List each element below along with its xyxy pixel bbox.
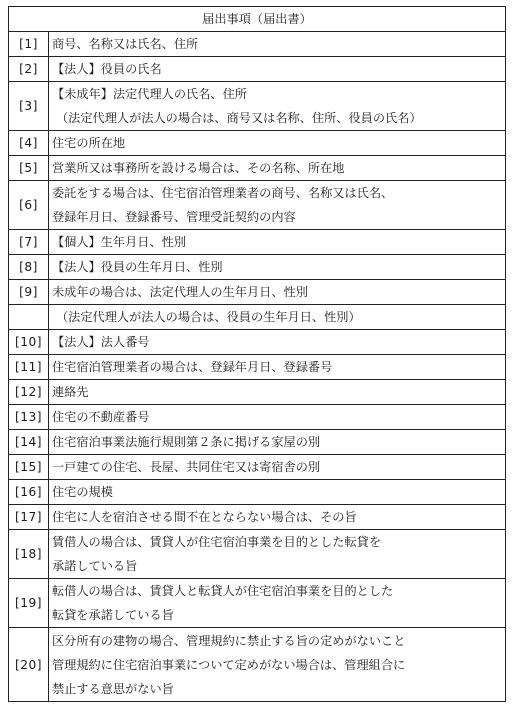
row-number: [3] — [9, 82, 49, 131]
row-line: 転貸を承諾している旨 — [52, 608, 174, 622]
table-row — [9, 156, 506, 181]
row-text — [49, 505, 506, 530]
table-header-row — [9, 7, 506, 32]
row-line: 承諾している旨 — [52, 559, 138, 573]
table-row — [9, 131, 506, 156]
table-row — [9, 355, 506, 380]
table-row — [9, 280, 506, 305]
row-text — [49, 455, 506, 480]
table-row — [9, 181, 506, 230]
table-row — [9, 255, 506, 280]
row-line: （法定代理人が法人の場合は、商号又は名称、住所、役員の氏名） — [56, 111, 422, 125]
row-line: 委託をする場合は、住宅宿泊管理業者の商号、名称又は氏名、 — [52, 186, 394, 200]
row-line: 【法人】役員の生年月日、性別 — [52, 260, 223, 274]
row-text — [49, 530, 506, 579]
row-line: 【未成年】法定代理人の氏名、住所 — [52, 87, 247, 101]
row-line: 【法人】役員の氏名 — [52, 62, 162, 76]
row-number: [2] — [9, 57, 49, 82]
table-row — [9, 32, 506, 57]
row-line: 住宅宿泊事業法施行規則第２条に掲げる家屋の別 — [52, 435, 321, 449]
row-number: [20] — [9, 628, 49, 702]
row-text — [49, 480, 506, 505]
table-row — [9, 480, 506, 505]
table-row — [9, 380, 506, 405]
row-number — [9, 305, 49, 330]
row-text — [49, 32, 506, 57]
row-text — [49, 355, 506, 380]
table-row — [9, 82, 506, 131]
row-text — [49, 305, 506, 330]
row-number: [1] — [9, 32, 49, 57]
row-line: 住宅の規模 — [52, 485, 113, 499]
row-line: （法定代理人が法人の場合は、役員の生年月日、性別） — [56, 310, 361, 324]
table-row — [9, 330, 506, 355]
row-text — [49, 430, 506, 455]
row-text — [49, 579, 506, 628]
row-number: [8] — [9, 255, 49, 280]
row-text — [49, 280, 506, 305]
row-line: 【法人】法人番号 — [52, 335, 150, 349]
notification-items-table — [8, 6, 506, 702]
row-text — [49, 380, 506, 405]
row-line: 商号、名称又は氏名、住所 — [52, 37, 199, 51]
table-row — [9, 57, 506, 82]
row-number: [14] — [9, 430, 49, 455]
row-text — [49, 181, 506, 230]
row-line: 未成年の場合は、法定代理人の生年月日、性別 — [52, 285, 308, 299]
row-line: 賃借人の場合は、賃貸人が住宅宿泊事業を目的とした転貸を — [52, 535, 382, 549]
row-line: 管理規約に住宅宿泊事業について定めがない場合は、管理組合に — [52, 657, 406, 672]
row-text — [49, 156, 506, 181]
row-number: [10] — [9, 330, 49, 355]
row-number: [19] — [9, 579, 49, 628]
row-line: 連絡先 — [52, 385, 89, 399]
row-number: [13] — [9, 405, 49, 430]
table-row — [9, 579, 506, 628]
row-line: 【個人】生年月日、性別 — [52, 235, 187, 249]
row-line: 住宅宿泊管理業者の場合は、登録年月日、登録番号 — [52, 360, 333, 374]
row-text — [49, 82, 506, 131]
row-text — [49, 57, 506, 82]
row-number: [17] — [9, 505, 49, 530]
row-text — [49, 330, 506, 355]
table-row — [9, 230, 506, 255]
table-body — [9, 32, 506, 702]
row-number: [9] — [9, 280, 49, 305]
table-header: 届出事項（届出書） — [9, 7, 506, 32]
row-number: [15] — [9, 455, 49, 480]
row-number: [12] — [9, 380, 49, 405]
row-line: 住宅の所在地 — [52, 136, 126, 150]
row-number: [7] — [9, 230, 49, 255]
row-text — [49, 230, 506, 255]
row-number: [5] — [9, 156, 49, 181]
row-number: [6] — [9, 181, 49, 230]
table-row — [9, 405, 506, 430]
table-row — [9, 430, 506, 455]
table-row — [9, 305, 506, 330]
row-line: 禁止する意思がない旨 — [52, 681, 174, 696]
row-number: [4] — [9, 131, 49, 156]
row-text — [49, 628, 506, 702]
row-line: 登録年月日、登録番号、管理受託契約の内容 — [52, 210, 296, 224]
row-line: 営業所又は事務所を設ける場合は、その名称、所在地 — [52, 161, 345, 175]
row-text — [49, 405, 506, 430]
row-text — [49, 131, 506, 156]
row-number: [18] — [9, 530, 49, 579]
table-row — [9, 530, 506, 579]
row-number: [11] — [9, 355, 49, 380]
row-line: 住宅の不動産番号 — [52, 410, 150, 424]
row-line: 一戸建ての住宅、長屋、共同住宅又は寄宿舎の別 — [52, 460, 321, 474]
table-row — [9, 628, 506, 702]
row-line: 転借人の場合は、賃貸人と転貸人が住宅宿泊事業を目的とした — [52, 584, 394, 598]
row-line: 住宅に人を宿泊させる間不在とならない場合は、その旨 — [52, 510, 357, 524]
table-row — [9, 505, 506, 530]
row-text — [49, 255, 506, 280]
row-line: 区分所有の建物の場合、管理規約に禁止する旨の定めがないこと — [52, 633, 406, 648]
notification-items-sheet — [8, 6, 505, 702]
table-row — [9, 455, 506, 480]
row-number: [16] — [9, 480, 49, 505]
